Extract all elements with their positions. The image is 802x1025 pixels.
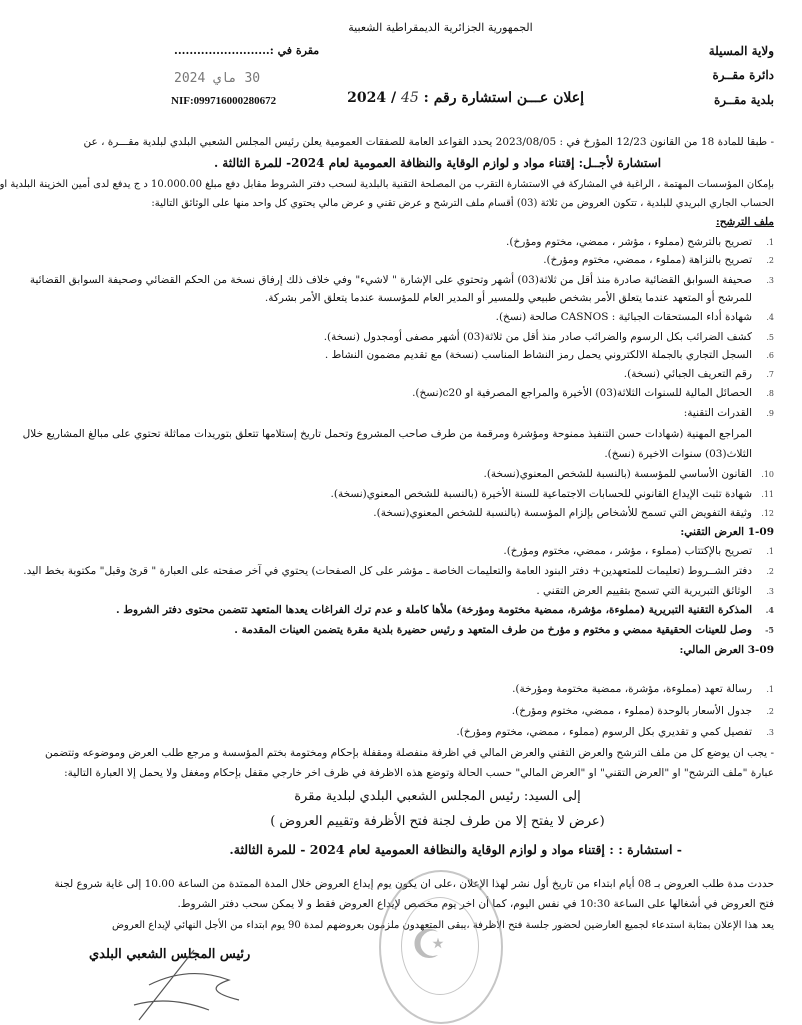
- list-item-number: 1.: [766, 547, 774, 556]
- list-item-text: وصل للعينات الحقيقية ممضي و مختوم و مؤرخ من طرف المتعهد و رئيس حضيرة بلدية مقرة يتضمن العينات المقدمة .: [234, 624, 752, 636]
- list-item-number: 5-: [765, 625, 774, 635]
- list-item: [22, 427, 774, 441]
- list-item: [101, 348, 774, 363]
- official-seal-stamp: ☪: [379, 870, 503, 1024]
- republic-title: الجمهورية الجزائرية الديمقراطية الشعبية: [348, 21, 533, 34]
- closing-paragraph-1: حددت مدة طلب العروض بـ 08 أيام ابتداء من تاريخ أول نشر لهذا الإعلان ،على ان يكون يوم إيداع العروض خلال المدة الممتدة من الساعة 10.00 إلى غاية شروع لجنة: [54, 878, 774, 890]
- list-item: [101, 682, 774, 697]
- list-item-text: رقم التعريف الجبائي (نسخة).: [623, 368, 752, 380]
- closing-title: - استشارة : : إقتناء مواد و لوازم الوقاية والنظافة العمومية لعام 2024 - للمرة الثالثة.: [229, 842, 682, 857]
- list-item-number: 2.: [766, 567, 774, 576]
- list-item: [101, 584, 774, 599]
- list-item-number: 3.: [766, 728, 774, 737]
- list-item: [101, 603, 774, 617]
- list-item-number: 1.: [766, 238, 774, 247]
- list-item-number: 9.: [766, 409, 774, 418]
- list-item: [101, 406, 774, 421]
- nif-number: NIF:099716000280672: [171, 95, 277, 107]
- list-item: [101, 623, 774, 637]
- envelope-line-1: - يجب ان يوضع كل من ملف الترشح والعرض التقني والعرض المالي في اظرفة منفصلة ومقفلة بإحكام ومختومة بختم المؤسسة و مرجع طلب العرض وموضوعه وتتضمن: [45, 747, 774, 759]
- list-item-text: وثيقة التفويض التي تسمح للأشخاص بإلزام المؤسسة (بالنسبة للشخص المعنوي(نسخة).: [373, 507, 752, 519]
- list-item-text: الحصائل المالية للسنوات الثلاثة(03) الأخيرة والمراجع المصرفية او c20(نسخ).: [412, 387, 752, 399]
- list-item: [101, 291, 774, 305]
- list-item: [101, 235, 774, 250]
- list-item: [101, 467, 774, 482]
- date-stamp: 30 ماي 2024: [174, 71, 261, 86]
- list-item-number: 3.: [766, 587, 774, 596]
- list-item: [101, 253, 774, 268]
- list-item-number: 5.: [766, 333, 774, 342]
- list-item-number: 8.: [766, 389, 774, 398]
- wilaya-label: ولاية المسيلة: [708, 44, 774, 58]
- list-item-number: 4.: [766, 313, 774, 322]
- list-item-number: 7.: [766, 370, 774, 379]
- announcement-number: 45: [400, 90, 419, 106]
- list-item-number: 12.: [761, 509, 774, 518]
- list-item-number: 4.: [765, 605, 774, 615]
- announcement-title-text: إعلان عـــن استشارة رقم :: [423, 90, 584, 106]
- list-item-number: 3.: [766, 276, 774, 285]
- list-item-text: تصريح بالإكتتاب (مملوء ، مؤشر ، ممضي، مختوم ومؤرخ).: [503, 545, 752, 557]
- place-date: مقرة في :.........................: [174, 44, 320, 57]
- list-item-text: المراجع المهنية (شهادات حسن التنفيذ ممنوحة ومؤشرة ومرقمة من طرف صاحب المشروع وتحمل تاريخ إستلامها تتعلق بتوريدات مماثلة تحتوي على مبالغ المشاريع خلال: [22, 428, 752, 440]
- financial-title: 3-09 العرض المالي:: [679, 644, 774, 656]
- list-item-text: دفتر الشــروط (تعليمات للمتعهدين+ دفتر البنود العامة والتعليمات الخاصة ـ مؤشر على كل الصفحات) يحتوي في آخر صفحته على العبارة " قرئ وقبل" مكتوبة بخط اليد.: [23, 565, 752, 577]
- list-item-text: الوثائق التبريرية التي تسمح بتقييم العرض التقني .: [536, 585, 752, 597]
- signature-title: رئيس المجلس الشعبي البلدي: [89, 947, 251, 962]
- list-item-number: 10.: [761, 470, 774, 479]
- list-item: [101, 506, 774, 521]
- list-item-text: كشف الضرائب بكل الرسوم والضرائب صادر منذ أقل من ثلاثة(03) أشهر مصفى أومجدول (نسخة).: [323, 331, 752, 343]
- intro-paragraph-2: الحساب الجاري البريدي للبلدية ، تتكون العروض من ثلاثة (03) أقسام ملف الترشح و عرض تقني و عرض مالي يحتوي كل واحد منها على الوثائق التالية:: [151, 198, 774, 209]
- envelope-address: إلى السيد: رئيس المجلس الشعبي البلدي لبلدية مقرة: [294, 789, 581, 804]
- technical-title: 1-09 العرض التقني:: [680, 526, 774, 538]
- list-item-text: الثلاث(03) سنوات الاخيرة (نسخ).: [604, 448, 752, 460]
- list-item-text: صحيفة السوابق القضائية صادرة منذ أقل من ثلاثة(03) أشهر وتحتوي على الإشارة " لاشيء" وفي خلاف ذلك إرفاق نسخة من الحكم القضائي وصحيفة السوابق القضائية: [29, 274, 752, 286]
- daira-label: دائرة مقــرة: [712, 68, 774, 82]
- subject-line: استشارة لأجــل: إقتناء مواد و لوازم الوقاية والنظافة العمومية لعام 2024- للمرة الثالثة .: [213, 156, 662, 170]
- list-item: [101, 386, 774, 401]
- list-item-text: تصريح بالترشح (مملوء ، مؤشر ، ممضي، مختوم ومؤرخ).: [506, 236, 752, 248]
- list-item: [101, 725, 774, 740]
- list-item: [29, 273, 774, 288]
- list-item-text: شهادة تثبت الإيداع القانوني للحسابات الاجتماعية للسنة الأخيرة (بالنسبة للشخص المعنوي(نسخة).: [330, 488, 752, 500]
- envelope-note: (عرض لا يفتح إلا من طرف لجنة فتح الأظرفة وتقييم العروض ): [270, 814, 605, 829]
- list-item-text: المذكرة التقنية التبريرية (مملوءة، مؤشرة، ممضية مختومة ومؤرخة) ملأها كاملة و عدم ترك الفراغات يعدها المتعهد تتضمن محتوى دفتر الشروط .: [115, 604, 752, 616]
- handwritten-signature: [119, 945, 269, 1025]
- list-item: [101, 330, 774, 345]
- list-item: [101, 367, 774, 382]
- list-item-text: السجل التجاري بالجملة الالكتروني يحمل رمز النشاط المناسب (نسخة) مع تقديم مضمون النشاط .: [324, 349, 752, 361]
- list-item-text: جدول الأسعار بالوحدة (مملوء ، ممضي، مختوم ومؤرخ).: [511, 705, 752, 717]
- list-item: [101, 310, 774, 325]
- list-item: [101, 487, 774, 502]
- list-item-text: رسالة تعهد (مملوءة، مؤشرة، ممضية مختومة ومؤرخة).: [512, 683, 752, 695]
- list-item: [101, 704, 774, 719]
- list-item-text: القانون الأساسي للمؤسسة (بالنسبة للشخص المعنوي(نسخة).: [483, 468, 752, 480]
- list-item-text: تصريح بالنزاهة (مملوء ، ممضي، مختوم ومؤرخ).: [543, 254, 752, 266]
- list-item-number: 6.: [766, 351, 774, 360]
- list-item-number: 1.: [766, 685, 774, 694]
- intro-paragraph-1: بإمكان المؤسسات المهتمة ، الراغبة في المشاركة في الاستشارة التقرب من المصلحة التقنية بالبلدية لسحب دفتر الشروط مقابل دفع مبلغ 10.000.00 د ج يدفع لدى أمين الخزينة البلدية او: [0, 179, 774, 190]
- list-item: [23, 564, 774, 579]
- announcement-year: / 2024: [347, 90, 397, 106]
- announcement-title: [347, 91, 584, 105]
- closing-paragraph-3: يعد هذا الإعلان بمثابة استدعاء لجميع العارضين لحضور جلسة فتح الاظرفة ،يبقى المتعهدون ملزمون بعروضهم لمدة 90 يوم ابتداء من الأجل النهائي لإيداع العروض: [111, 920, 774, 931]
- list-item: [101, 544, 774, 559]
- list-item-number: 2.: [766, 256, 774, 265]
- closing-paragraph-2: فتح العروض في أشغالها على الساعة 10:30 في نفس اليوم، كما أن اخر يوم مخصص لإيداع العروض فقط و لا يمكن سحب دفتر الشروط.: [177, 898, 774, 910]
- list-item: [101, 447, 774, 461]
- list-item-number: 2.: [766, 707, 774, 716]
- list-item-text: للمرشح أو المتعهد عندما يتعلق الأمر بشخص طبيعي وللمسير أو المدير العام للمؤسسة عندما يتعلق الأمر بشركة.: [264, 292, 752, 304]
- intro-line: - طبقا للمادة 18 من القانون 12/23 المؤرخ في : 2023/08/05 يحدد القواعد العامة للصفقات العمومية يعلن رئيس المجلس الشعبي البلدي لبلدية مقـــرة ، عن: [83, 136, 774, 148]
- envelope-line-2: عبارة "ملف الترشح" او "العرض التقني" او "العرض المالي" حسب الحالة وتوضع هذه الاظرفة في ظرف اخر خارجي مقفل بإحكام ومغفل ولا يحمل إلا العبارة التالية:: [64, 767, 774, 779]
- list-item-text: تفصيل كمي و تقديري بكل الرسوم (مملوء ، ممضي، مختوم ومؤرخ).: [456, 726, 752, 738]
- list-item-text: شهادة أداء المستحقات الجبائية : CASNOS صالحة (نسخ).: [495, 311, 752, 323]
- candidature-title: ملف الترشح:: [715, 216, 774, 228]
- list-item-text: القدرات التقنية:: [683, 407, 752, 419]
- list-item-number: 11.: [761, 490, 774, 499]
- baladia-label: بلدية مقــرة: [714, 93, 774, 107]
